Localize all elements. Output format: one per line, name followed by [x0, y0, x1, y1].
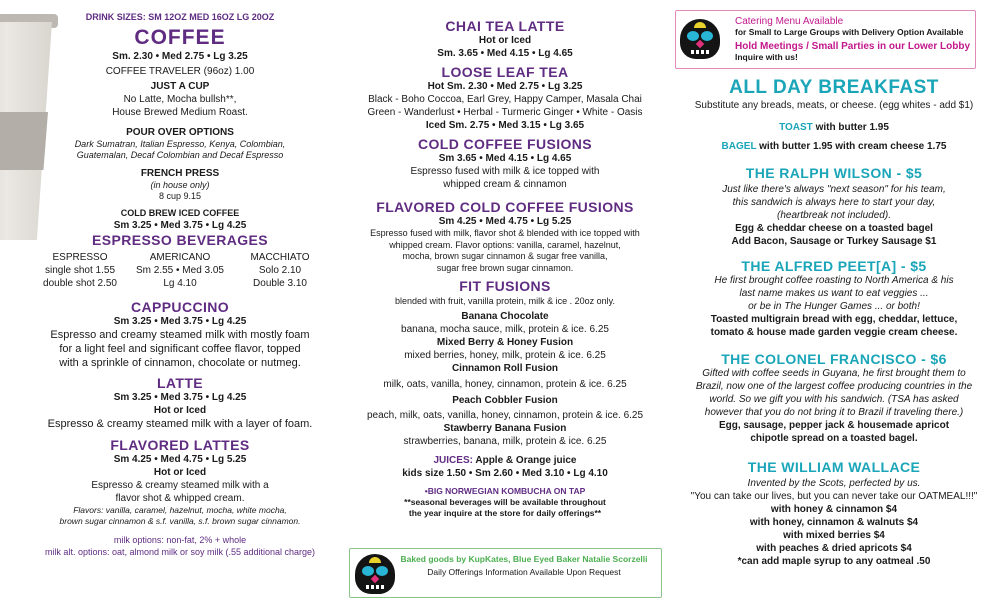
fit-item-name: Banana Chocolate: [461, 310, 549, 322]
ralph-line2: this sandwich is always here to start your day,: [732, 197, 936, 208]
pour-over-line1: Dark Sumatran, Italian Espresso, Kenya, Colombian,: [74, 138, 286, 149]
wallace-line5: with mixed berries $4: [783, 530, 885, 541]
flavored-cold-desc4: sugar free brown sugar cinnamon.: [436, 262, 574, 273]
flavored-cold-desc1: Espresso fused with milk, flavor shot & blended with ice topped with: [370, 228, 640, 238]
colonel-line2: Brazil, now one of the largest coffee producing countries in the: [695, 381, 973, 392]
chai-title: CHAI TEA LATTE: [445, 18, 565, 34]
toast-line: [672, 121, 996, 134]
loose-leaf-hot: Hot Sm. 2.30 • Med 2.75 • Lg 3.25: [427, 81, 583, 92]
loose-leaf-line2: Green - Wanderlust • Herbal - Turmeric Ginger • White - Oasis: [367, 107, 643, 118]
latte-hot-iced: Hot or Iced: [153, 405, 207, 416]
catering-meet: Hold Meetings / Small Parties in our Lower Lobby: [735, 41, 971, 52]
fit-item-desc: peach, milk, oats, vanilla, honey, cinnamon, protein & ice. 6.25: [366, 409, 644, 421]
milk-options: milk options: non-fat, 2% + whole: [113, 535, 247, 545]
milk-alt-options: milk alt. options: oat, almond milk or soy milk (.55 additional charge): [44, 546, 316, 557]
alfred-peet-title: THE ALFRED PEET[A] - $5: [741, 258, 927, 274]
flavored-lattes-title: FLAVORED LATTES: [110, 437, 250, 453]
toast-text: with butter 1.95: [812, 122, 889, 133]
wallace-line1: Invented by the Scots, perfected by us.: [747, 478, 921, 489]
americano-name: AMERICANO: [149, 252, 211, 263]
kombucha: •BIG NORWEGIAN KOMBUCHA ON TAP: [424, 485, 586, 496]
just-a-cup-line2: House Brewed Medium Roast.: [112, 106, 248, 118]
coffee-traveler: COFFEE TRAVELER (96oz) 1.00: [105, 65, 255, 77]
breakfast-sub: Substitute any breads, meats, or cheese. (egg whites - add $1): [694, 100, 974, 111]
americano-item: [130, 251, 230, 290]
colonel-line4: however that you do not bring it to Brazil if traveling there.): [704, 407, 964, 418]
cappuccino-title: CAPPUCCINO: [130, 299, 230, 315]
fit-item-name: Stawberry Banana Fusion: [443, 422, 567, 434]
espresso-beverages-title: ESPRESSO BEVERAGES: [91, 232, 269, 248]
juices-line: [345, 454, 665, 467]
americano-line2: Lg 4.10: [163, 278, 197, 289]
ralph-line1: Just like there's always "next season" for his team,: [722, 184, 946, 195]
colonel-line1: Gifted with coffee seeds in Guyana, he first brought them to: [702, 368, 966, 379]
chai-prices: Sm. 3.65 • Med 4.15 • Lg 4.65: [437, 48, 573, 59]
americano-line1: Sm 2.55 • Med 3.05: [136, 265, 224, 276]
fit-item-desc: mixed berries, honey, milk, protein & ice. 6.25: [404, 349, 606, 361]
flavored-desc1: Espresso & creamy steamed milk with a: [91, 480, 269, 491]
wallace-line6: with peaches & dried apricots $4: [756, 543, 912, 554]
ralph-line4: Egg & cheddar cheese on a toasted bagel: [735, 223, 933, 234]
loose-leaf-iced: Iced Sm. 2.75 • Med 3.15 • Lg 3.65: [425, 120, 585, 131]
juices-prices: kids size 1.50 • Sm 2.60 • Med 3.10 • Lg 4.10: [402, 467, 608, 479]
baked-goods-sub: Daily Offerings Information Available Upon Request: [427, 567, 621, 577]
pour-over-line2: Guatemalan, Decaf Colombian and Decaf Espresso: [76, 150, 284, 160]
loose-leaf-title: LOOSE LEAF TEA: [441, 64, 569, 80]
wallace-line7: *can add maple syrup to any oatmeal .50: [737, 556, 931, 567]
cappuccino-prices: Sm 3.25 • Med 3.75 • Lg 4.25: [113, 316, 247, 327]
cold-fusions-desc1: Espresso fused with milk & ice topped with: [410, 166, 600, 177]
fit-fusions-title: FIT FUSIONS: [459, 278, 551, 294]
alfred-line5: tomato & house made garden veggie cream cheese.: [710, 327, 958, 338]
drink-sizes: DRINK SIZES: SM 12OZ MED 16OZ LG 20OZ: [85, 12, 275, 22]
juices-label: JUICES:: [433, 454, 473, 466]
just-a-cup-title: JUST A CUP: [150, 80, 210, 92]
ralph-line5: Add Bacon, Sausage or Turkey Sausage $1: [731, 236, 937, 247]
breakfast-column: [672, 0, 996, 568]
espresso-item: [30, 251, 130, 290]
flavored-flavors1: Flavors: vanilla, caramel, hazelnut, mocha, white mocha,: [73, 505, 287, 515]
colonel-line6: chipotle spread on a toasted bagel.: [750, 433, 918, 444]
coffee-prices: Sm. 2.30 • Med 2.75 • Lg 3.25: [112, 50, 248, 62]
ralph-wilson-title: THE RALPH WILSON - $5: [745, 165, 923, 181]
catering-title: Catering Menu Available: [735, 16, 844, 27]
wallace-line2: "You can take our lives, but you can never take our OATMEAL!!!": [690, 491, 978, 502]
espresso-line2: double shot 2.50: [43, 278, 117, 289]
bagel-text: with butter 1.95 with cream cheese 1.75: [756, 141, 947, 152]
seasonal-line2: the year inquire at the store for daily offerings**: [408, 507, 602, 518]
cold-brew-prices: Sm 3.25 • Med 3.75 • Lg 4.25: [113, 220, 247, 231]
flavored-flavors2: brown sugar cinnamon & s.f. vanilla, s.f. brown sugar cinnamon.: [59, 516, 301, 526]
flavored-cold-title: FLAVORED COLD COFFEE FUSIONS: [376, 199, 634, 215]
espresso-grid: [30, 251, 330, 290]
toast-name: TOAST: [779, 122, 813, 133]
colonel-line3: world. So we gift you with his sandwich. (TSA has asked: [709, 394, 959, 405]
coffee-title: COFFEE: [134, 25, 226, 49]
macchiato-name: MACCHIATO: [250, 252, 310, 263]
cappuccino-desc3: with a sprinkle of cinnamon, chocolate or nutmeg.: [59, 357, 301, 369]
wallace-line3: with honey & cinnamon $4: [770, 504, 898, 515]
french-press-note: (in house only): [150, 179, 210, 190]
juices-text: Apple & Orange juice: [472, 454, 577, 466]
cappuccino-desc2: for a light feel and significant coffee flavor, topped: [59, 343, 301, 355]
flavored-hot-iced: Hot or Iced: [153, 467, 207, 478]
flavored-desc2: flavor shot & whipped cream.: [115, 493, 245, 504]
william-wallace-title: THE WILLIAM WALLACE: [747, 459, 921, 475]
macchiato-line2: Double 3.10: [253, 278, 307, 289]
coffee-column: [20, 0, 340, 558]
fit-intro: blended with fruit, vanilla protein, milk & ice . 20oz only.: [395, 296, 615, 306]
skull-icon: [355, 554, 395, 594]
flavored-prices: Sm 4.25 • Med 4.75 • Lg 5.25: [113, 454, 247, 465]
cold-brew-title: COLD BREW ICED COFFEE: [120, 207, 240, 218]
fit-item-desc: strawberries, banana, milk, protein & ice. 6.25: [403, 435, 607, 447]
fit-item-name: Peach Cobbler Fusion: [452, 394, 558, 406]
latte-desc: Espresso & creamy steamed milk with a layer of foam.: [47, 418, 313, 430]
cappuccino-desc1: Espresso and creamy steamed milk with mostly foam: [50, 329, 310, 341]
cold-fusions-prices: Sm 3.65 • Med 4.15 • Lg 4.65: [438, 153, 572, 164]
fit-item-desc: milk, oats, vanilla, honey, cinnamon, protein & ice. 6.25: [383, 378, 627, 390]
baked-goods-title: Baked goods by KupKates, Blue Eyed Baker Natalie Scorzelli: [400, 554, 648, 564]
flavored-cold-desc2: whipped cream. Flavor options: vanilla, caramel, hazelnut,: [389, 239, 621, 250]
flavored-cold-prices: Sm 4.25 • Med 4.75 • Lg 5.25: [438, 216, 572, 227]
wallace-line4: with honey, cinnamon & walnuts $4: [749, 517, 919, 528]
latte-title: LATTE: [156, 375, 204, 391]
flavored-cold-desc3: mocha, brown sugar cinnamon & sugar free vanilla,: [402, 251, 608, 261]
espresso-line1: single shot 1.55: [44, 265, 116, 276]
cold-fusions-title: COLD COFFEE FUSIONS: [417, 136, 593, 152]
seasonal-line1: **seasonal beverages will be available throughout: [404, 496, 606, 507]
alfred-line1: He first brought coffee roasting to North America & his: [714, 275, 954, 286]
bagel-name: BAGEL: [721, 141, 757, 152]
catering-sub: for Small to Large Groups with Delivery Option Available: [735, 27, 964, 37]
breakfast-title: ALL DAY BREAKFAST: [729, 77, 939, 98]
ralph-line3: (heartbreak not included).: [777, 210, 891, 221]
catering-inquire: Inquire with us!: [735, 52, 798, 62]
loose-leaf-line1: Black - Boho Coccoa, Earl Grey, Happy Camper, Masala Chai: [368, 94, 642, 105]
macchiato-item: [230, 251, 330, 290]
french-press-price: 8 cup 9.15: [158, 191, 202, 201]
pour-over-title: POUR OVER OPTIONS: [126, 126, 234, 138]
alfred-line2: last name makes us want to eat veggies ...: [739, 288, 929, 299]
bagel-line: [672, 140, 996, 153]
cold-fusions-desc2: whipped cream & cinnamon: [443, 179, 567, 190]
french-press-title: FRENCH PRESS: [140, 167, 220, 179]
fit-item-name: Cinnamon Roll Fusion: [451, 362, 559, 374]
latte-prices: Sm 3.25 • Med 3.75 • Lg 4.25: [113, 392, 247, 403]
alfred-line3: or be in The Hunger Games ... or both!: [748, 301, 920, 312]
colonel-line5: Egg, sausage, pepper jack & housemade apricot: [718, 420, 950, 431]
colonel-francisco-title: THE COLONEL FRANCISCO - $6: [721, 351, 947, 367]
espresso-name: ESPRESSO: [52, 252, 108, 263]
baked-goods-box: [349, 548, 662, 598]
chai-hot-iced: Hot or Iced: [478, 35, 532, 46]
just-a-cup-line1: No Latte, Mocha bullsh**,: [123, 93, 237, 105]
alfred-line4: Toasted multigrain bread with egg, cheddar, lettuce,: [710, 314, 958, 325]
fit-item-desc: banana, mocha sauce, milk, protein & ice. 6.25: [401, 323, 609, 335]
fit-item-name: Mixed Berry & Honey Fusion: [436, 336, 574, 348]
tea-fusions-column: [345, 0, 665, 519]
macchiato-line1: Solo 2.10: [258, 265, 302, 276]
